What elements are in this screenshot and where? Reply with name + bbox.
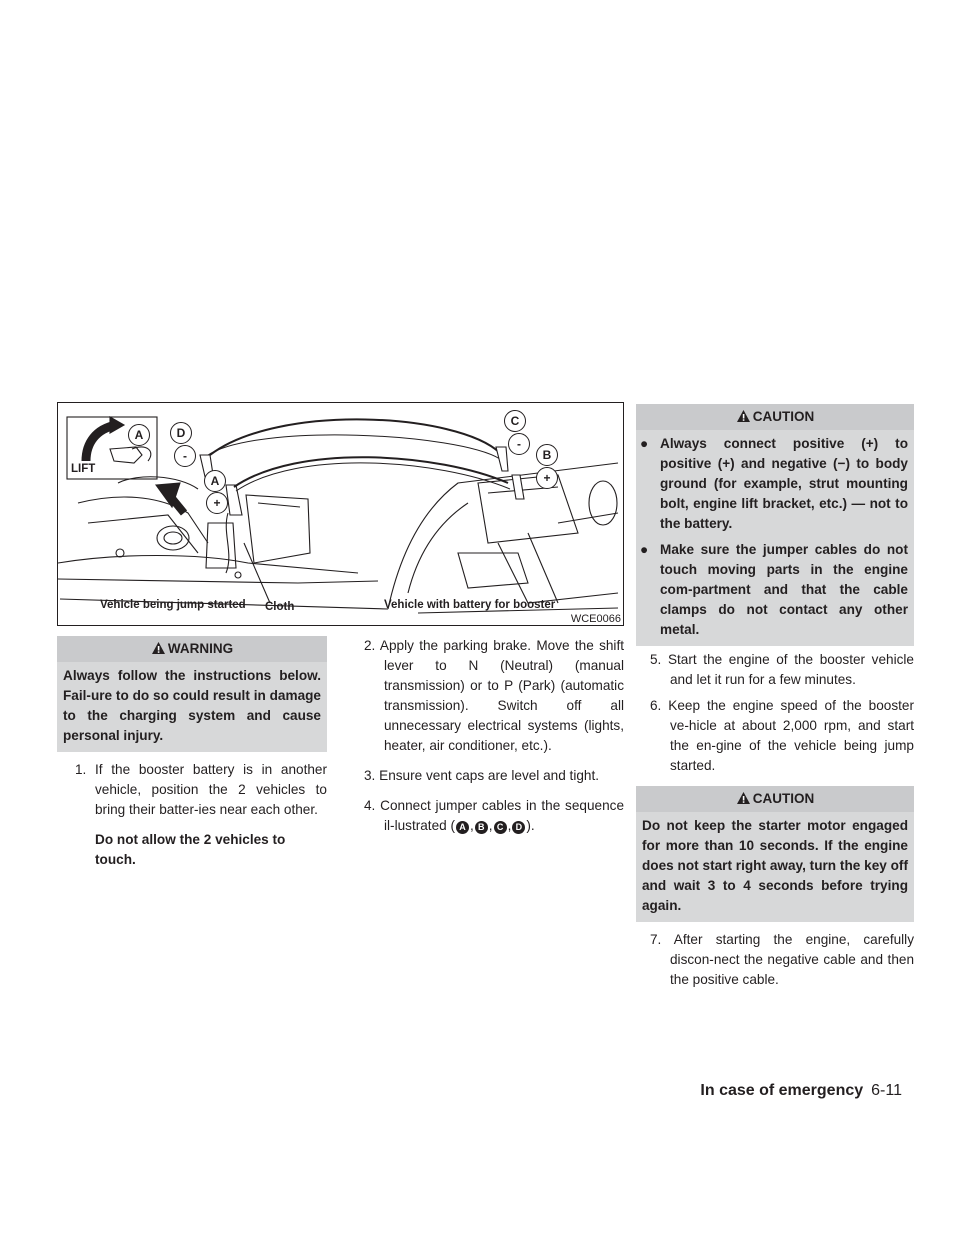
step-1 bbox=[57, 760, 327, 820]
caution-1-header bbox=[636, 404, 914, 430]
column-2 bbox=[346, 636, 624, 836]
caution-2-text: Do not keep the starter motor engaged for more than 10 seconds. If the engine does not start right away, turn the key off and wait 3 to 4 seconds before trying again. bbox=[642, 818, 908, 913]
circle-b-icon: B bbox=[475, 821, 488, 834]
step-7 bbox=[636, 930, 914, 990]
callout-a: A bbox=[204, 470, 226, 492]
caution-1-icon bbox=[736, 409, 751, 423]
warning-box bbox=[57, 636, 327, 752]
warning-icon bbox=[151, 641, 166, 655]
sep-3: , bbox=[507, 818, 512, 833]
circle-c-icon: C bbox=[494, 821, 507, 834]
sep-2: , bbox=[488, 818, 493, 833]
step-7-number: 7. bbox=[650, 932, 662, 947]
step-2-text: Apply the parking brake. Move the shift lever to N (Neutral) (manual transmission) or to P (Park) (automatic transmission). Switch off all unnecessary electrical systems (lights, heater, air conditioner, etc.). bbox=[379, 638, 624, 753]
step-6-text: Keep the engine speed of the booster ve-hicle at about 2,000 rpm, and start the en-gine of the vehicle being jump started. bbox=[668, 698, 914, 773]
callout-plus-right: + bbox=[536, 467, 558, 489]
step-4-text: Connect jumper cables in the sequence il-lustrated ( bbox=[380, 798, 624, 833]
step-5-text: Start the engine of the booster vehicle and let it run for a few minutes. bbox=[667, 652, 914, 687]
step-1-text: If the booster battery is in another vehicle, position the 2 vehicles to bring their batter-ies near each other. bbox=[95, 762, 327, 817]
step-6 bbox=[636, 696, 914, 776]
caution-1-title: CAUTION bbox=[752, 409, 815, 424]
page-footer bbox=[700, 1082, 902, 1100]
figure-code: WCE0066 bbox=[570, 613, 621, 625]
step-1-number: 1. bbox=[75, 762, 87, 777]
page-number: 6-11 bbox=[871, 1082, 902, 1099]
warning-text: Always follow the instructions below. Fail-ure to do so could result in damage to the charging system and cause personal injury. bbox=[63, 668, 321, 743]
section-title: In case of emergency bbox=[700, 1082, 864, 1099]
sep-1: , bbox=[470, 818, 474, 833]
callout-a-inset: A bbox=[128, 424, 150, 446]
bullet-icon: ● bbox=[640, 436, 649, 451]
step-1-note: Do not allow the 2 vehicles to touch. bbox=[95, 832, 286, 867]
step-3 bbox=[346, 766, 624, 786]
step-2 bbox=[346, 636, 624, 756]
column-1 bbox=[57, 636, 327, 870]
caution-2-header bbox=[636, 786, 914, 812]
vehicle-jump-label: Vehicle being jump started bbox=[100, 599, 246, 611]
caution-2-title: CAUTION bbox=[752, 791, 815, 806]
step-5 bbox=[636, 650, 914, 690]
step-7-text: After starting the engine, carefully discon-nect the negative cable and then the positive cable. bbox=[670, 932, 914, 987]
column-3 bbox=[636, 404, 914, 990]
step-4-end: ). bbox=[526, 818, 535, 833]
callout-plus-left: + bbox=[206, 492, 228, 514]
step-4 bbox=[346, 796, 624, 836]
callout-minus-right: - bbox=[508, 433, 530, 455]
callout-minus-left: - bbox=[174, 445, 196, 467]
caution-1-item-2 bbox=[640, 540, 908, 640]
callout-d: D bbox=[170, 422, 192, 444]
step-4-number: 4. bbox=[364, 798, 376, 813]
caution-1-item-1 bbox=[640, 434, 908, 534]
step-3-text: Ensure vent caps are level and tight. bbox=[379, 768, 600, 783]
caution-1-item-2-text: Make sure the jumper cables do not touch moving parts in the engine com-partment and that the cable clamps do not contact any other metal. bbox=[660, 542, 908, 637]
circle-d-icon: D bbox=[512, 821, 525, 834]
lift-label: LIFT bbox=[71, 463, 96, 475]
caution-1-item-1-text: Always connect positive (+) to positive (+) and negative (−) to body ground (for example, strut mounting bolt, engine lift bracket, etc.) — not to the battery. bbox=[660, 436, 908, 531]
step-2-number: 2. bbox=[364, 638, 376, 653]
caution-box-1 bbox=[636, 404, 914, 646]
caution-box-2 bbox=[636, 786, 914, 922]
circle-a-icon: A bbox=[456, 821, 469, 834]
step-3-number: 3. bbox=[364, 768, 376, 783]
callout-c: C bbox=[504, 410, 526, 432]
bullet-icon: ● bbox=[640, 542, 649, 557]
vehicle-booster-label: Vehicle with battery for booster bbox=[384, 599, 556, 611]
step-5-number: 5. bbox=[650, 652, 662, 667]
warning-header bbox=[57, 636, 327, 662]
cloth-label: Cloth bbox=[265, 601, 295, 613]
callout-b: B bbox=[536, 444, 558, 466]
jump-start-illustration bbox=[57, 402, 624, 626]
caution-1-body bbox=[636, 430, 914, 646]
caution-2-icon bbox=[736, 791, 751, 805]
warning-title: WARNING bbox=[167, 641, 234, 656]
step-6-number: 6. bbox=[650, 698, 662, 713]
